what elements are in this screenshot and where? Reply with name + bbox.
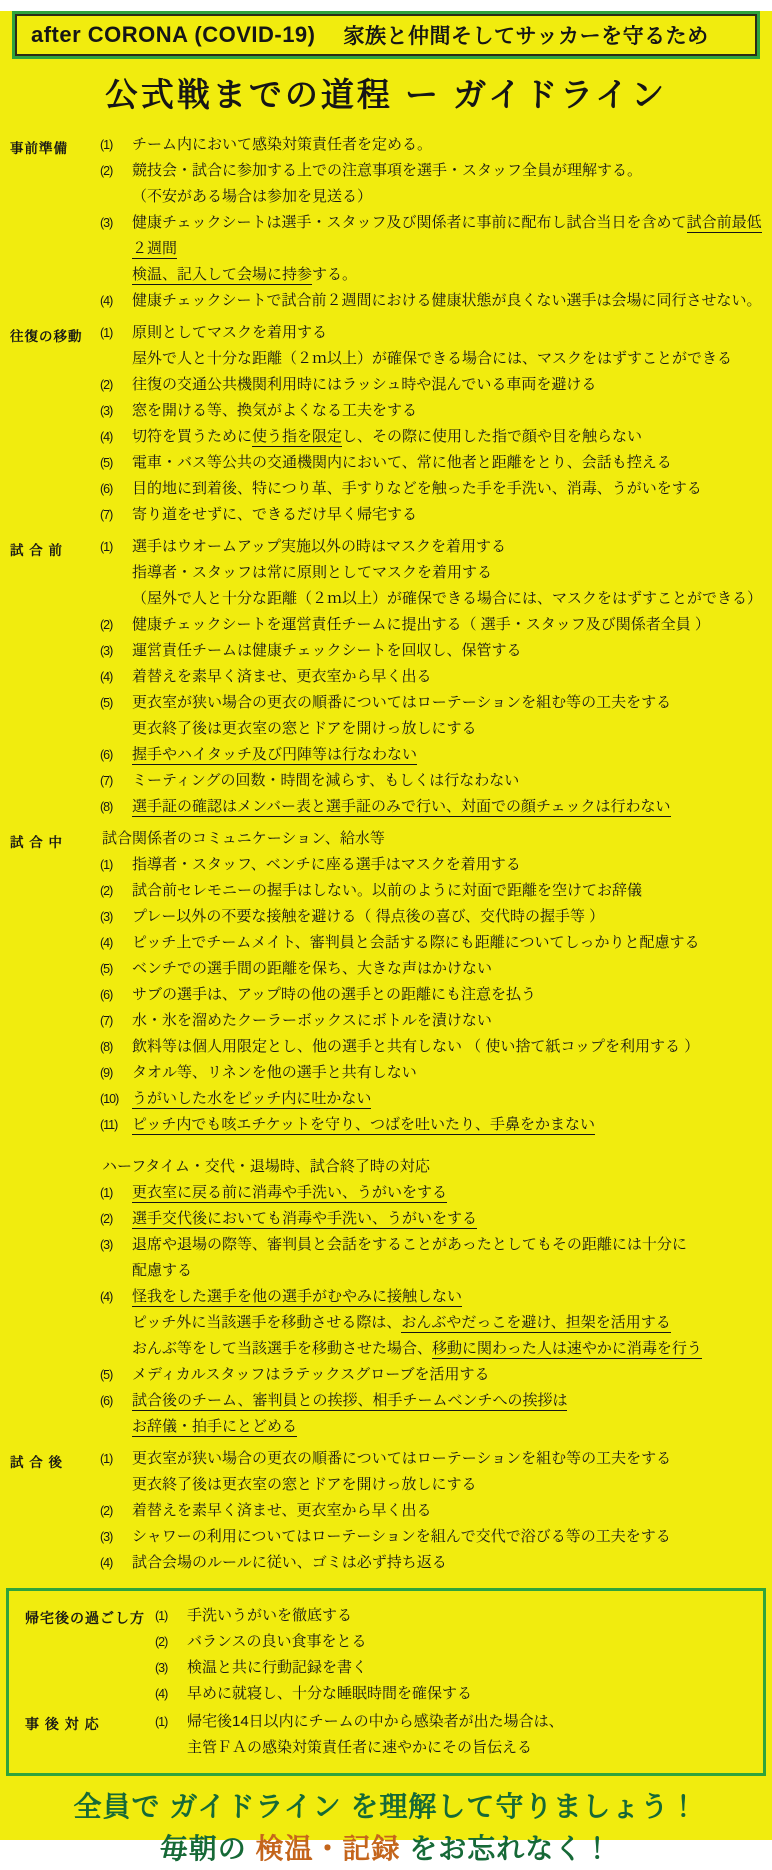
line-text: 健康チェックシートを運営責任チームに提出する（ 選手・スタッフ及び関係者全員 ） — [132, 616, 710, 633]
item-number: (5) — [100, 696, 113, 710]
section-label: 事 後 対 応 — [25, 1716, 100, 1732]
guideline-line — [98, 930, 764, 956]
guideline-line — [98, 638, 764, 664]
line-text: 退席や退場の際等、審判員と会話をすることがあったとしてもその距離には十分に — [132, 1236, 687, 1253]
underlined-text: 選手証の確認はメンバー表と選手証のみで行い、対面での顔チェックは行わない — [132, 798, 671, 815]
guideline-line — [153, 1681, 755, 1707]
section — [25, 1709, 755, 1761]
underlined-text: おんぶやだっこを避け、担架を活用する — [401, 1314, 671, 1331]
line-text: 選手はウオームアップ実施以外の時はマスクを着用する — [132, 538, 506, 555]
guideline-line — [98, 768, 764, 794]
line-text: 更衣終了後は更衣室の窓とドアを開けっ放しにする — [132, 1476, 477, 1493]
guideline-line — [98, 1388, 764, 1414]
underlined-text: 移動に関わった人は速やかに消毒を行う — [432, 1340, 702, 1357]
line-text: シャワーの利用についてはローテーションを組んで交代で浴びる等の工夫をする — [132, 1528, 671, 1545]
guideline-line — [98, 450, 764, 476]
item-number: (3) — [100, 1530, 113, 1544]
guideline-line — [98, 1112, 764, 1138]
section-label: 試 合 前 — [10, 543, 64, 558]
item-number: (9) — [100, 1066, 113, 1080]
line-text: 試合関係者のコミュニケーション、給水等 — [102, 830, 385, 847]
header-banner — [12, 11, 760, 59]
guideline-line — [98, 1180, 764, 1206]
guideline-line — [98, 878, 764, 904]
item-number: (2) — [100, 378, 113, 392]
guideline-line — [98, 320, 764, 346]
guideline-line — [98, 1154, 764, 1180]
item-number: (3) — [100, 404, 113, 418]
guideline-poster — [0, 11, 772, 1864]
section-lines — [98, 826, 764, 1138]
item-number: (5) — [100, 456, 113, 470]
line-text: 帰宅後14日以内にチームの中から感染者が出た場合は、 — [187, 1713, 564, 1730]
section-label: 往復の移動 — [10, 329, 83, 344]
underlined-text: お辞儀・拍手にとどめる — [132, 1418, 298, 1435]
item-number: (8) — [100, 1040, 113, 1054]
line-text: 運営責任チームは健康チェックシートを回収し、保管する — [132, 642, 522, 659]
guideline-line — [98, 158, 764, 184]
guideline-line — [98, 716, 764, 742]
line-text: 指導者・スタッフは常に原則としてマスクを着用する — [132, 564, 493, 581]
guideline-line — [98, 904, 764, 930]
guideline-line — [98, 826, 764, 852]
item-number: (1) — [100, 1186, 113, 1200]
item-number: (4) — [100, 670, 113, 684]
section-label: 帰宅後の過ごし方 — [25, 1610, 145, 1626]
line-text: 飲料等は個人用限定とし、他の選手と共有しない （ 使い捨て紙コップを利用する ） — [132, 1038, 700, 1055]
line-text: おんぶ等をして当該選手を移動させた場合、 — [132, 1340, 433, 1357]
guideline-line — [98, 1550, 764, 1576]
line-text: 手洗いうがいを徹底する — [187, 1607, 353, 1624]
guideline-line — [98, 1034, 764, 1060]
underlined-text: 試合後のチーム、審判員との挨拶、相手チームベンチへの挨拶は — [132, 1392, 568, 1409]
guideline-line — [98, 288, 764, 314]
line-text: 電車・バス等公共の交通機関内において、常に他者と距離をとり、会話も控える — [132, 454, 672, 471]
line-text: 健康チェックシートは選手・スタッフ及び関係者に事前に配布し試合当日を含めて — [132, 214, 687, 231]
item-number: (1) — [100, 138, 113, 152]
line-text: 切符を買うために — [132, 428, 253, 445]
guideline-line — [98, 742, 764, 768]
item-number: (5) — [100, 962, 113, 976]
item-number: (7) — [100, 508, 113, 522]
line-text: サブの選手は、アップ時の他の選手との距離にも注意を払う — [132, 986, 536, 1003]
line-text: 配慮する — [132, 1262, 193, 1279]
guideline-line — [153, 1603, 755, 1629]
underlined-text: 試合前最低２週間 — [132, 214, 762, 257]
section-lines — [98, 320, 764, 528]
guideline-line — [98, 1362, 764, 1388]
line-text: ハーフタイム・交代・退場時、試合終了時の対応 — [102, 1158, 430, 1175]
footer-line1 — [0, 1786, 772, 1828]
section-label: 事前準備 — [10, 141, 68, 156]
guideline-line — [98, 956, 764, 982]
guideline-line — [98, 982, 764, 1008]
section-lines — [153, 1709, 755, 1761]
underlined-text: 握手やハイタッチ及び円陣等は行なわない — [132, 746, 418, 763]
after-returning-home-box — [6, 1588, 766, 1776]
footer-text: 全員で ガイドライン を理解して守りましょう！ — [73, 1791, 699, 1822]
item-number: (3) — [155, 1661, 168, 1675]
section-label: 試 合 中 — [10, 835, 64, 850]
item-number: (3) — [100, 644, 113, 658]
underlined-text: 選手交代後においても消毒や手洗い、うがいをする — [132, 1210, 478, 1227]
line-text: メディカルスタッフはラテックスグローブを活用する — [132, 1366, 490, 1383]
item-number: (6) — [100, 1394, 113, 1408]
guideline-line — [98, 476, 764, 502]
line-text: し、その際に使用した指で顔や目を触らない — [342, 428, 643, 445]
item-number: (2) — [100, 618, 113, 632]
item-number: (6) — [100, 748, 113, 762]
line-text: 試合前セレモニーの握手はしない。以前のように対面で距離を空けてお辞儀 — [132, 882, 643, 899]
guideline-line — [98, 1284, 764, 1310]
item-number: (10) — [100, 1092, 119, 1106]
line-text: 寄り道をせずに、できるだけ早く帰宅する — [132, 506, 418, 523]
line-text: ピッチ上でチームメイト、審判員と会話する際にも距離についてしっかりと配慮する — [132, 934, 700, 951]
line-text: チーム内において感染対策責任者を定める。 — [132, 136, 433, 153]
section — [10, 132, 764, 314]
guideline-line — [153, 1655, 755, 1681]
underlined-text: うがいした水をピッチ内に吐かない — [132, 1090, 372, 1107]
underlined-text: ピッチ内でも咳エチケットを守り、つばを吐いたり、手鼻をかまない — [132, 1116, 596, 1133]
footer — [0, 1786, 772, 1870]
item-number: (4) — [100, 1290, 113, 1304]
section-lines — [98, 1446, 764, 1576]
item-number: (3) — [100, 1238, 113, 1252]
line-text: ベンチでの選手間の距離を保ち、大きな声はかけない — [132, 960, 493, 977]
guideline-line — [98, 1060, 764, 1086]
guideline-line — [98, 690, 764, 716]
banner-text-en: after CORONA (COVID-19) — [31, 22, 316, 47]
line-text: 原則としてマスクを着用する — [132, 324, 328, 341]
line-text: バランスの良い食事をとる — [187, 1633, 367, 1650]
section-lines — [98, 534, 764, 820]
guideline-line — [98, 1086, 764, 1112]
guideline-line — [98, 612, 764, 638]
guideline-line — [98, 1258, 764, 1284]
item-number: (4) — [100, 936, 113, 950]
line-text: 早めに就寝し、十分な睡眠時間を確保する — [187, 1685, 473, 1702]
guideline-line — [98, 372, 764, 398]
footer-text: 毎朝の — [159, 1833, 256, 1864]
guideline-line — [98, 424, 764, 450]
guideline-line — [98, 1310, 764, 1336]
item-number: (4) — [100, 1556, 113, 1570]
section-lines — [98, 1154, 764, 1440]
guideline-line — [98, 1414, 764, 1440]
line-text: 着替えを素早く済ませ、更衣室から早く出る — [132, 1502, 432, 1519]
line-text: 検温と共に行動記録を書く — [187, 1659, 368, 1676]
item-number: (2) — [100, 1212, 113, 1226]
item-number: (6) — [100, 482, 113, 496]
guideline-line — [98, 664, 764, 690]
sections-container — [0, 124, 772, 1576]
item-number: (2) — [100, 1504, 113, 1518]
line-text: ミーティングの回数・時間を減らす、もしくは行なわない — [132, 772, 520, 789]
line-text: 競技会・試合に参加する上での注意事項を選手・スタッフ全員が理解する。 — [132, 162, 643, 179]
guideline-line — [98, 262, 764, 288]
item-number: (3) — [100, 910, 113, 924]
line-text: 往復の交通公共機関利用時にはラッシュ時や混んでいる車両を避ける — [132, 376, 597, 393]
guideline-line — [98, 1472, 764, 1498]
guideline-line — [98, 1232, 764, 1258]
guideline-line — [98, 132, 764, 158]
line-text: （不安がある場合は参加を見送る） — [132, 188, 373, 205]
footer-text: をお忘れなく！ — [400, 1833, 613, 1864]
guideline-line — [153, 1709, 755, 1735]
section — [10, 1446, 764, 1576]
guideline-line — [98, 560, 764, 586]
section-lines — [153, 1603, 755, 1707]
guideline-line — [98, 1446, 764, 1472]
item-number: (1) — [100, 1452, 113, 1466]
page-title: 公式戦までの道程 ー ガイドライン — [104, 76, 668, 113]
guideline-line — [98, 586, 764, 612]
section — [10, 320, 764, 528]
guideline-line — [98, 1524, 764, 1550]
guideline-line — [153, 1735, 755, 1761]
underlined-text: 更衣室に戻る前に消毒や手洗い、うがいをする — [132, 1184, 448, 1201]
item-number: (1) — [100, 326, 113, 340]
line-text: する。 — [312, 266, 358, 283]
line-text: ピッチ外に当該選手を移動させる際は、 — [132, 1314, 402, 1331]
line-text: 窓を開ける等、換気がよくなる工夫をする — [132, 402, 418, 419]
guideline-line — [98, 1008, 764, 1034]
guideline-line — [98, 534, 764, 560]
item-number: (11) — [100, 1118, 118, 1132]
item-number: (4) — [100, 430, 113, 444]
line-text: 更衣終了後は更衣室の窓とドアを開けっ放しにする — [132, 720, 477, 737]
item-number: (1) — [100, 540, 113, 554]
line-text: 屋外で人と十分な距離（２ｍ以上）が確保できる場合には、マスクをはずすことができる — [132, 350, 733, 367]
item-number: (1) — [155, 1609, 168, 1623]
section-label — [10, 1154, 98, 1440]
item-number: (1) — [100, 858, 113, 872]
guideline-line — [98, 398, 764, 424]
item-number: (2) — [100, 884, 113, 898]
section — [25, 1603, 755, 1707]
section — [10, 826, 764, 1138]
line-text: タオル等、リネンを他の選手と共有しない — [132, 1064, 417, 1081]
guideline-line — [98, 502, 764, 528]
footer-line2 — [0, 1828, 772, 1870]
guideline-line — [153, 1629, 755, 1655]
section — [10, 534, 764, 820]
item-number: (8) — [100, 800, 113, 814]
item-number: (4) — [155, 1687, 168, 1701]
section-label: 試 合 後 — [10, 1455, 64, 1470]
underlined-text: 検温、記入して会場に持参 — [132, 266, 313, 283]
guideline-line — [98, 184, 764, 210]
section — [10, 1154, 764, 1440]
guideline-line — [98, 1498, 764, 1524]
line-text: プレー以外の不要な接触を避ける（ 得点後の喜び、交代時の握手等 ） — [132, 908, 605, 925]
guideline-line — [98, 346, 764, 372]
line-text: 更衣室が狭い場合の更衣の順番についてはローテーションを組む等の工夫をする — [132, 694, 672, 711]
guideline-line — [98, 210, 764, 262]
section-lines — [98, 132, 764, 314]
item-number: (1) — [155, 1715, 168, 1729]
item-number: (2) — [155, 1635, 168, 1649]
guideline-line — [98, 852, 764, 878]
item-number: (7) — [100, 1014, 113, 1028]
banner-text-ja: 家族と仲間そしてサッカーを守るため — [343, 25, 709, 48]
item-number: (4) — [100, 294, 113, 308]
item-number: (7) — [100, 774, 113, 788]
line-text: 更衣室が狭い場合の更衣の順番についてはローテーションを組む等の工夫をする — [132, 1450, 672, 1467]
line-text: （屋外で人と十分な距離（２ｍ以上）が確保できる場合には、マスクをはずすことができる） — [132, 590, 763, 607]
guideline-line — [98, 1336, 764, 1362]
item-number: (3) — [100, 216, 113, 230]
footer-highlight-text: 検温・記録 — [255, 1833, 401, 1864]
line-text: 試合会場のルールに従い、ゴミは必ず持ち返る — [132, 1554, 447, 1571]
line-text: 目的地に到着後、特につり革、手すりなどを触った手を手洗い、消毒、うがいをする — [132, 480, 702, 497]
line-text: 健康チェックシートで試合前２週間における健康状態が良くない選手は会場に同行させない。 — [132, 292, 762, 309]
underlined-text: 怪我をした選手を他の選手がむやみに接触しない — [132, 1288, 463, 1305]
item-number: (5) — [100, 1368, 113, 1382]
line-text: 指導者・スタッフ、ベンチに座る選手はマスクを着用する — [132, 856, 521, 873]
guideline-line — [98, 1206, 764, 1232]
line-text: 水・氷を溜めたクーラーボックスにボトルを漬けない — [132, 1012, 492, 1029]
item-number: (6) — [100, 988, 113, 1002]
underlined-text: 使う指を限定 — [252, 428, 343, 445]
line-text: 主管ＦＡの感染対策責任者に速やかにその旨伝える — [187, 1739, 533, 1756]
guideline-line — [98, 794, 764, 820]
line-text: 着替えを素早く済ませ、更衣室から早く出る — [132, 668, 432, 685]
item-number: (2) — [100, 164, 113, 178]
